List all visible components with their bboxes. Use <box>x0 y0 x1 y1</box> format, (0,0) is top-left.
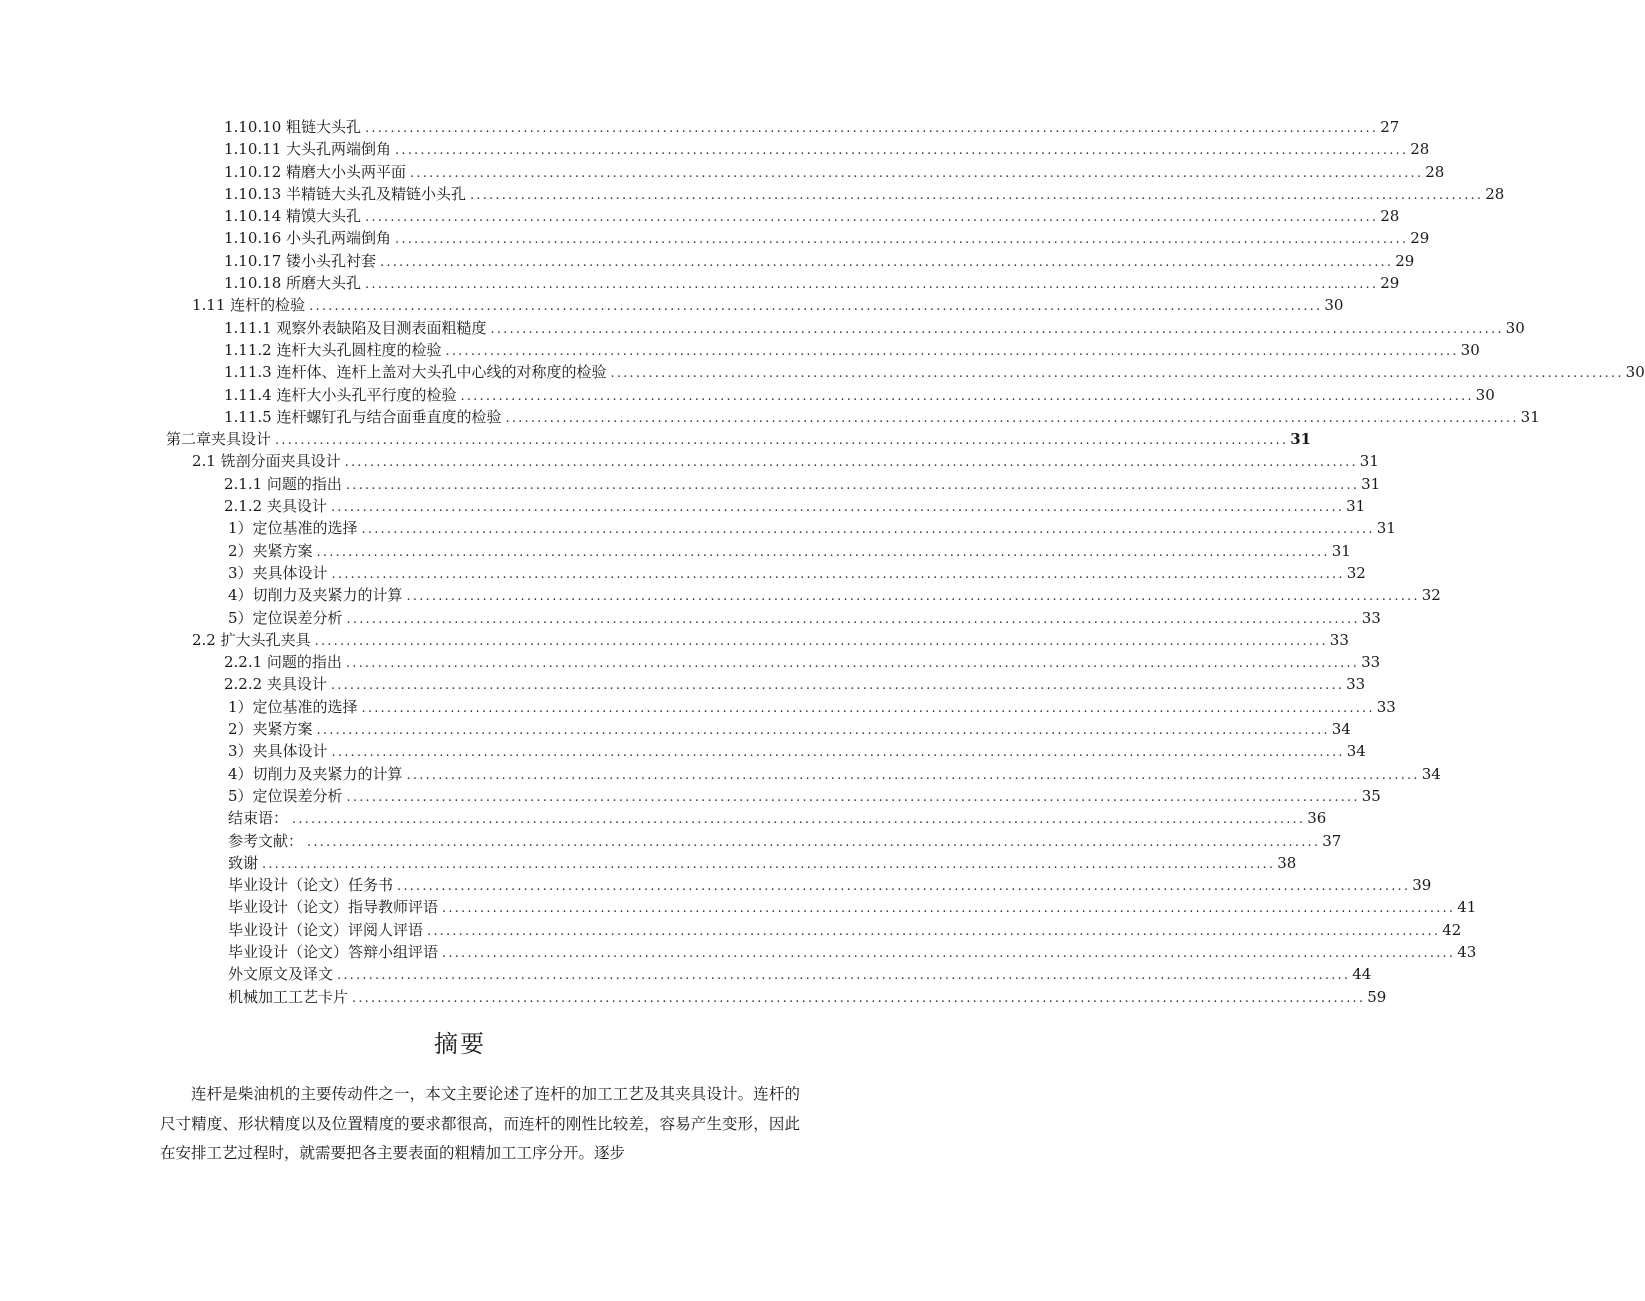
toc-entry-title: 5）定位误差分析 <box>228 785 347 807</box>
toc-leader-dots: ................................................................................................................................................................ <box>470 187 1484 203</box>
toc-entry-title: 1.11.2 连杆大头孔圆柱度的检验 <box>224 339 445 361</box>
toc-entry-page: 42 <box>1440 919 1461 941</box>
toc-entry-title: 第二章夹具设计 <box>166 428 275 450</box>
toc-entry-page: 29 <box>1393 250 1414 272</box>
toc-entry[interactable] <box>0 450 1379 472</box>
toc-leader-dots: ................................................................................................................................................................ <box>346 789 1360 805</box>
toc-entry[interactable] <box>0 473 1381 495</box>
toc-entry[interactable] <box>0 138 1430 160</box>
toc-entry-title: 2）夹紧方案 <box>228 540 317 562</box>
toc-entry-title: 1.11 连杆的检验 <box>192 294 309 316</box>
toc-leader-dots: ................................................................................................................................................................ <box>262 856 1276 872</box>
toc-entry-title: 4）切削力及夹紧力的计算 <box>228 763 407 785</box>
toc-entry-title: 1）定位基准的选择 <box>228 696 362 718</box>
toc-leader-dots: ................................................................................................................................................................ <box>345 477 1360 493</box>
toc-entry[interactable] <box>0 317 1525 339</box>
toc-entry[interactable] <box>0 941 1477 963</box>
toc-leader-dots: ................................................................................................................................................................ <box>427 923 1441 939</box>
toc-entry-page: 27 <box>1378 116 1399 138</box>
toc-leader-dots: ................................................................................................................................................................ <box>442 901 1456 917</box>
toc-entry-title: 3）夹具体设计 <box>228 740 332 762</box>
toc-leader-dots: ................................................................................................................................................................ <box>361 522 1375 538</box>
toc-leader-dots: ................................................................................................................................................................ <box>344 455 1358 471</box>
toc-entry-page: 38 <box>1275 852 1296 874</box>
toc-entry-page: 39 <box>1410 874 1431 896</box>
toc-entry-title: 1.10.13 半精链大头孔及精链小头孔 <box>224 183 470 205</box>
toc-leader-dots: ................................................................................................................................................................ <box>410 165 1424 181</box>
toc-entry-page: 28 <box>1408 138 1429 160</box>
toc-entry-page: 33 <box>1344 673 1365 695</box>
toc-entry[interactable] <box>0 517 1396 539</box>
toc-leader-dots: ................................................................................................................................................................ <box>460 388 1474 404</box>
toc-entry-page: 30 <box>1624 361 1645 383</box>
toc-entry[interactable] <box>0 250 1415 272</box>
toc-leader-dots: ................................................................................................................................................................ <box>397 879 1411 895</box>
toc-entry[interactable] <box>0 384 1495 406</box>
toc-leader-dots: ................................................................................................................................................................ <box>490 321 1504 337</box>
toc-entry-title: 机械加工工艺卡片 <box>228 986 352 1008</box>
toc-entry[interactable] <box>0 896 1477 918</box>
toc-entry[interactable] <box>0 272 1400 294</box>
toc-entry[interactable] <box>0 584 1441 606</box>
toc-entry-title: 4）切削力及夹紧力的计算 <box>228 584 407 606</box>
toc-entry-page: 35 <box>1360 785 1381 807</box>
toc-entry-page: 31 <box>1330 540 1351 562</box>
toc-leader-dots: ................................................................................................................................................................ <box>330 500 1345 516</box>
toc-entry-title: 1.10.17 镂小头孔衬套 <box>224 250 380 272</box>
toc-leader-dots: ................................................................................................................................................................ <box>380 254 1394 270</box>
toc-entry-page: 33 <box>1375 696 1396 718</box>
toc-entry-page: 30 <box>1459 339 1480 361</box>
toc-leader-dots: ................................................................................................................................................................ <box>307 834 1321 850</box>
toc-entry-page: 30 <box>1474 384 1495 406</box>
toc-entry[interactable] <box>0 785 1381 807</box>
toc-leader-dots: ................................................................................................................................................................ <box>445 343 1459 359</box>
toc-leader-dots: ................................................................................................................................................................ <box>275 433 1289 449</box>
toc-leader-dots: ................................................................................................................................................................ <box>346 611 1360 627</box>
toc-entry-title: 2.2 扩大头孔夹具 <box>192 629 315 651</box>
toc-entry[interactable] <box>0 607 1381 629</box>
abstract-title: 摘要 <box>434 1030 486 1058</box>
toc-entry[interactable] <box>0 763 1441 785</box>
toc-leader-dots: ................................................................................................................................................................ <box>442 945 1456 961</box>
toc-entry[interactable] <box>0 807 1327 829</box>
toc-entry-page: 59 <box>1365 986 1386 1008</box>
toc-entry-title: 2.1.1 问题的指出 <box>224 473 346 495</box>
toc-entry-page: 34 <box>1330 718 1351 740</box>
toc-entry-page: 32 <box>1420 584 1441 606</box>
toc-entry-page: 28 <box>1423 161 1444 183</box>
toc-leader-dots: ................................................................................................................................................................ <box>314 633 1328 649</box>
toc-entry[interactable] <box>0 629 1349 651</box>
toc-entry[interactable] <box>0 495 1366 517</box>
toc-entry-title: 1）定位基准的选择 <box>228 517 362 539</box>
toc-entry[interactable] <box>0 852 1297 874</box>
toc-leader-dots: ................................................................................................................................................................ <box>330 678 1345 694</box>
toc-entry-title: 毕业设计（论文）答辩小组评语 <box>228 941 442 963</box>
toc-leader-dots: ................................................................................................................................................................ <box>331 745 1345 761</box>
toc-leader-dots: ................................................................................................................................................................ <box>365 277 1379 293</box>
toc-entry-page: 32 <box>1345 562 1366 584</box>
toc-entry-page: 34 <box>1345 740 1366 762</box>
toc-entry[interactable] <box>0 116 1400 138</box>
toc-entry-page: 29 <box>1378 272 1399 294</box>
toc-entry-page: 33 <box>1360 607 1381 629</box>
toc-leader-dots: ................................................................................................................................................................ <box>316 544 1330 560</box>
toc-entry-page: 30 <box>1322 294 1343 316</box>
toc-leader-dots: ................................................................................................................................................................ <box>365 121 1379 136</box>
toc-entry[interactable] <box>0 830 1342 852</box>
toc-entry-title: 毕业设计（论文）指导教师评语 <box>228 896 442 918</box>
toc-entry-page: 30 <box>1504 317 1525 339</box>
toc-entry-page: 31 <box>1375 517 1396 539</box>
toc-entry[interactable] <box>0 874 1432 896</box>
toc-entry[interactable] <box>0 651 1381 673</box>
toc-entry[interactable] <box>0 294 1344 316</box>
toc-leader-dots: ................................................................................................................................................................ <box>316 723 1330 739</box>
toc-entry-title: 参考文献： <box>228 830 307 852</box>
table-of-contents <box>0 116 1645 1008</box>
toc-entry[interactable] <box>0 227 1430 249</box>
toc-entry-page: 33 <box>1359 651 1380 673</box>
toc-entry-title: 3）夹具体设计 <box>228 562 332 584</box>
toc-entry-page: 37 <box>1320 830 1341 852</box>
toc-entry-title: 1.10.16 小头孔两端倒角 <box>224 227 395 249</box>
toc-entry[interactable] <box>0 161 1445 183</box>
toc-entry[interactable] <box>0 673 1366 695</box>
toc-entry-title: 结束语： <box>228 807 292 829</box>
toc-entry[interactable] <box>0 361 1645 383</box>
toc-entry-title: 2.1 铣剖分面夹具设计 <box>192 450 345 472</box>
toc-entry-title: 1.11.5 连杆螺钉孔与结合面垂直度的检验 <box>224 406 505 428</box>
toc-entry-title: 毕业设计（论文）任务书 <box>228 874 397 896</box>
toc-entry[interactable] <box>0 740 1366 762</box>
toc-entry-title: 1.11.4 连杆大小头孔平行度的检验 <box>224 384 460 406</box>
toc-entry-page: 41 <box>1455 896 1476 918</box>
toc-entry-title: 2）夹紧方案 <box>228 718 317 740</box>
toc-entry[interactable] <box>0 183 1505 205</box>
toc-entry[interactable] <box>0 963 1372 985</box>
toc-entry-page: 34 <box>1420 763 1441 785</box>
toc-entry-title: 1.10.11 大头孔两端倒角 <box>224 138 395 160</box>
toc-leader-dots: ................................................................................................................................................................ <box>610 366 1624 382</box>
toc-entry-page: 28 <box>1378 205 1399 227</box>
toc-entry-title: 1.10.10 粗链大头孔 <box>224 116 365 138</box>
toc-entry-title: 1.10.12 精磨大小头两平面 <box>224 161 410 183</box>
toc-leader-dots: ................................................................................................................................................................ <box>406 589 1420 605</box>
toc-entry[interactable] <box>0 919 1462 941</box>
toc-entry-page: 36 <box>1305 807 1326 829</box>
toc-leader-dots: ................................................................................................................................................................ <box>292 812 1306 828</box>
toc-entry[interactable] <box>0 562 1366 584</box>
toc-entry-title: 外文原文及译文 <box>228 963 337 985</box>
toc-entry[interactable] <box>0 986 1387 1008</box>
toc-entry-page: 31 <box>1358 450 1379 472</box>
toc-entry[interactable] <box>0 540 1351 562</box>
toc-leader-dots: ................................................................................................................................................................ <box>365 210 1379 226</box>
toc-entry-title: 毕业设计（论文）评阅人评语 <box>228 919 427 941</box>
toc-leader-dots: ................................................................................................................................................................ <box>331 566 1345 582</box>
toc-entry[interactable] <box>0 339 1480 361</box>
toc-entry-title: 致谢 <box>228 852 262 874</box>
toc-entry[interactable] <box>0 696 1396 718</box>
toc-entry-title: 2.2.1 问题的指出 <box>224 651 346 673</box>
toc-entry-page: 44 <box>1350 963 1371 985</box>
toc-entry-title: 2.2.2 夹具设计 <box>224 673 331 695</box>
toc-leader-dots: ................................................................................................................................................................ <box>395 143 1409 159</box>
toc-leader-dots: ................................................................................................................................................................ <box>505 410 1519 426</box>
toc-entry-page: 31 <box>1288 428 1311 450</box>
toc-entry-title: 5）定位误差分析 <box>228 607 347 629</box>
abstract-body: 连杆是柴油机的主要传动件之一，本文主要论述了连杆的加工工艺及其夹具设计。连杆的尺寸精度、形状精度以及位置精度的要求都很高，而连杆的刚性比较差，容易产生变形，因此在安排工艺过程时，就需要把各主要表面的粗精加工工序分开。逐步 <box>160 1085 800 1162</box>
toc-entry-page: 28 <box>1483 183 1504 205</box>
toc-entry-page: 33 <box>1328 629 1349 651</box>
toc-leader-dots: ................................................................................................................................................................ <box>406 767 1420 783</box>
toc-entry[interactable] <box>0 428 1312 450</box>
toc-leader-dots: ................................................................................................................................................................ <box>352 990 1366 1006</box>
toc-leader-dots: ................................................................................................................................................................ <box>361 700 1375 716</box>
toc-entry-page: 43 <box>1455 941 1476 963</box>
toc-entry-title: 1.11.3 连杆体、连杆上盖对大头孔中心线的对称度的检验 <box>224 361 610 383</box>
toc-entry-title: 2.1.2 夹具设计 <box>224 495 331 517</box>
toc-leader-dots: ................................................................................................................................................................ <box>309 299 1323 315</box>
toc-entry-title: 1.10.18 所磨大头孔 <box>224 272 365 294</box>
toc-entry[interactable] <box>0 406 1540 428</box>
toc-entry[interactable] <box>0 718 1351 740</box>
toc-entry[interactable] <box>0 205 1400 227</box>
toc-entry-page: 29 <box>1408 227 1429 249</box>
toc-entry-page: 31 <box>1344 495 1365 517</box>
toc-entry-title: 1.11.1 观察外表缺陷及目测表面粗糙度 <box>224 317 490 339</box>
toc-entry-title: 1.10.14 精馍大头孔 <box>224 205 365 227</box>
toc-leader-dots: ................................................................................................................................................................ <box>337 968 1351 984</box>
toc-leader-dots: ................................................................................................................................................................ <box>395 232 1409 248</box>
toc-entry-page: 31 <box>1359 473 1380 495</box>
toc-entry-page: 31 <box>1519 406 1540 428</box>
toc-leader-dots: ................................................................................................................................................................ <box>345 656 1360 672</box>
